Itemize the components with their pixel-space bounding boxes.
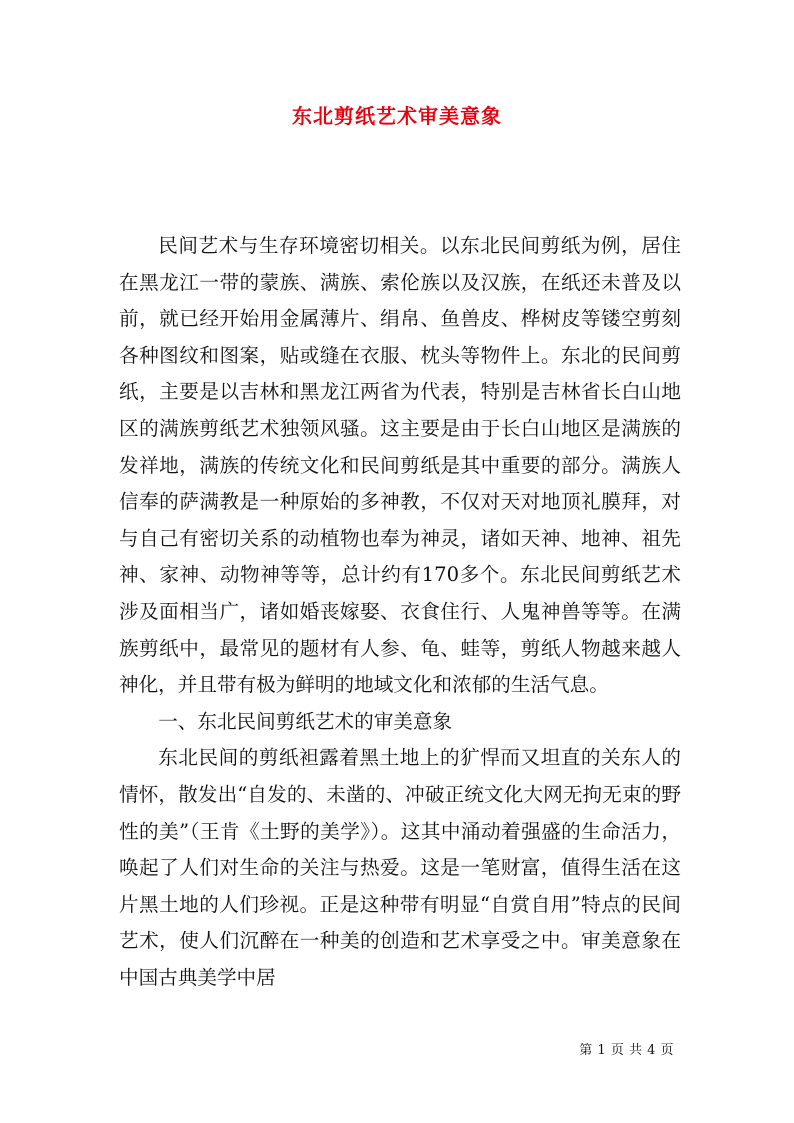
- document-title: 东北剪纸艺术审美意象: [292, 104, 502, 128]
- page-number: 第 1 页 共 4 页: [579, 1043, 674, 1058]
- document-body: [119, 228, 681, 996]
- paragraph-intro: 民间艺术与生存环境密切相关。以东北民间剪纸为例，居住在黑龙江一带的蒙族、满族、索伦族以及汉族，在纸还未普及以前，就已经开始用金属薄片、绢帛、鱼兽皮、桦树皮等镂空剪刻各种图纹和图案，贴或缝在衣服、枕头等物件上。东北的民间剪纸，主要是以吉林和黑龙江两省为代表，特别是吉林省长白山地区的满族剪纸艺术独领风骚。这主要是由于长白山地区是满族的发祥地，满族的传统文化和民间剪纸是其中重要的部分。满族人信奉的萨满教是一种原始的多神教，不仅对天对地顶礼膜拜，对与自己有密切关系的动植物也奉为神灵，诸如天神、地神、祖先神、家神、动物神等等，总计约有170多个。东北民间剪纸艺术涉及面相当广，诸如婚丧嫁娶、衣食住行、人鬼神兽等等。在满族剪纸中，最常见的题材有人参、龟、蛙等，剪纸人物越来越人神化，并且带有极为鲜明的地域文化和浓郁的生活气息。: [119, 234, 681, 697]
- paragraph-aesthetic: 东北民间的剪纸袒露着黑土地上的犷悍而又坦直的关东人的情怀，散发出“自发的、未凿的、冲破正统文化大网无拘无束的野性的美”（王肯《土野的美学》）。这其中涌动着强盛的生命活力，唤起了人们对生命的关注与热爱。这是一笔财富，值得生活在这片黑土地的人们珍视。正是这种带有明显“自赏自用”特点的民间艺术，使人们沉醉在一种美的创造和艺术享受之中。审美意象在中国古典美学中居: [119, 746, 681, 989]
- section-heading: 一、东北民间剪纸艺术的审美意象: [158, 709, 453, 733]
